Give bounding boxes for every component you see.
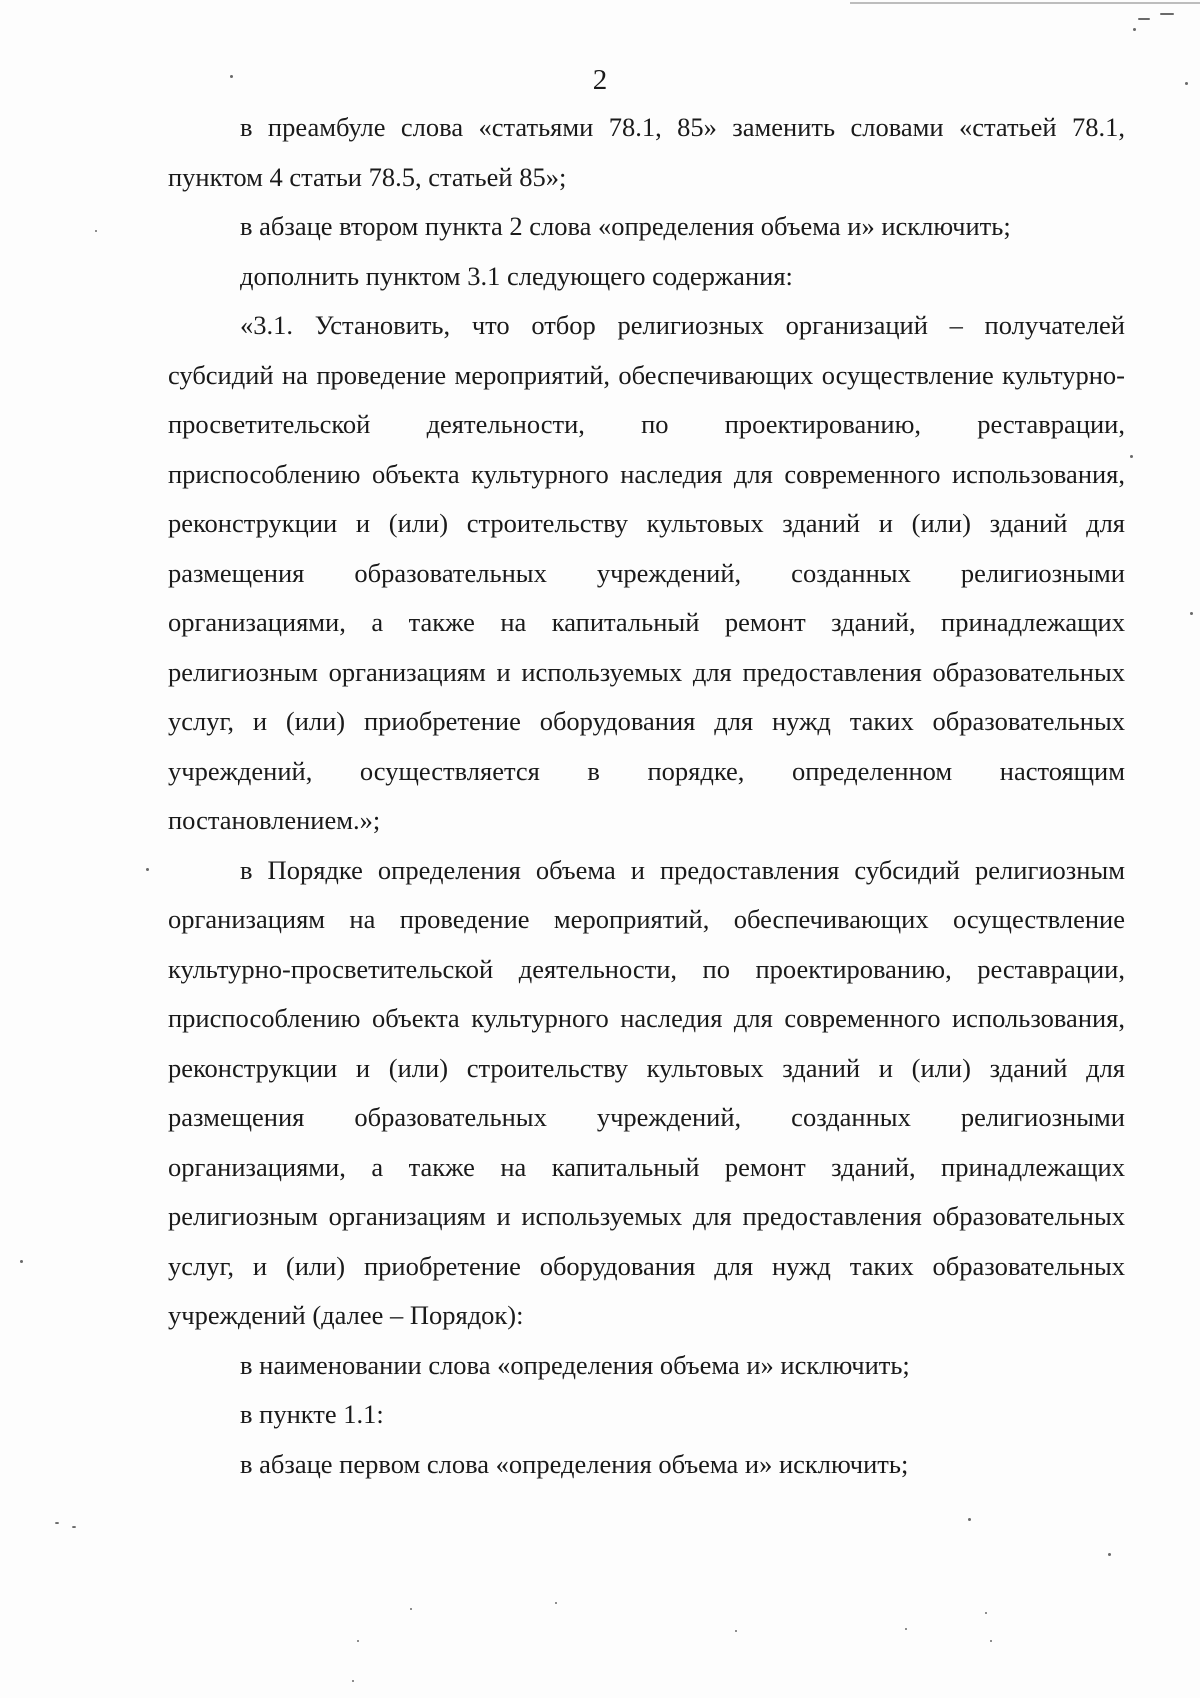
scan-speck	[55, 1522, 59, 1524]
scan-speck	[1160, 13, 1174, 15]
scan-speck	[1138, 18, 1150, 20]
paragraph-order-definition: в Порядке определения объема и предоставления субсидий религиозным организациям на проведение мероприятий, обеспечивающих осуществление культурно-просветительской деятельности, по проектированию, реставрации, приспособлению объекта культурного наследия для современного использования, реконструкции и (или) строительству культовых зданий и (или) зданий для размещения образовательных учреждений, созданных религиозными организациями, а также на капитальный ремонт зданий, принадлежащих религиозным организациям и используемых для предоставления образовательных услуг, и (или) приобретение оборудования для нужд таких образовательных учреждений (далее – Порядок):	[168, 854, 1125, 1330]
paragraph-title-change: в наименовании слова «определения объема и» исключить;	[240, 1349, 910, 1380]
paragraph-point-2: в абзаце втором пункта 2 слова «определения объема и» исключить;	[240, 211, 1011, 241]
paragraph-preamble: в преамбуле слова «статьями 78.1, 85» заменить словами «статьей 78.1, пунктом 4 статьи 78.5, статьей 85»;	[168, 112, 1125, 192]
scan-speck	[1185, 82, 1188, 85]
scan-speck	[990, 1640, 992, 1642]
scan-speck	[735, 1630, 737, 1632]
page-number: 2	[592, 64, 608, 96]
document-body	[168, 103, 1125, 1489]
scan-speck	[968, 1518, 971, 1521]
scan-speck	[352, 1680, 354, 1682]
scan-speck	[72, 1526, 76, 1528]
scan-speck	[230, 75, 233, 78]
scan-speck	[1130, 455, 1133, 458]
scan-speck	[555, 1602, 557, 1604]
scan-speck	[146, 868, 149, 871]
scan-speck	[357, 1640, 359, 1642]
scan-edge-line	[850, 2, 1200, 4]
paragraph-add-point-3-1: дополнить пунктом 3.1 следующего содержания:	[240, 260, 793, 291]
scan-speck	[1190, 612, 1193, 615]
scan-speck	[905, 1628, 907, 1630]
scan-speck	[20, 1260, 23, 1263]
paragraph-first-abzac: в абзаце первом слова «определения объема и» исключить;	[240, 1448, 909, 1479]
scan-speck	[1133, 28, 1136, 31]
scan-speck	[1108, 1553, 1111, 1556]
scan-speck	[985, 1612, 987, 1614]
paragraph-point-1-1: в пункте 1.1:	[240, 1399, 384, 1429]
scan-speck	[410, 1608, 412, 1610]
scan-speck	[95, 230, 97, 232]
paragraph-point-3-1-text: «3.1. Установить, что отбор религиозных организаций – получателей субсидий на проведение мероприятий, обеспечивающих осуществление культурно-просветительской деятельности, по проектированию, реставрации, приспособлению объекта культурного наследия для современного использования, реконструкции и (или) строительству культовых зданий и (или) зданий для размещения образовательных учреждений, созданных религиозными организациями, а также на капитальный ремонт зданий, принадлежащих религиозным организациям и используемых для предоставления образовательных услуг, и (или) приобретение оборудования для нужд таких образовательных учреждений, осуществляется в порядке, определенном настоящим постановлением.»;	[168, 310, 1125, 835]
